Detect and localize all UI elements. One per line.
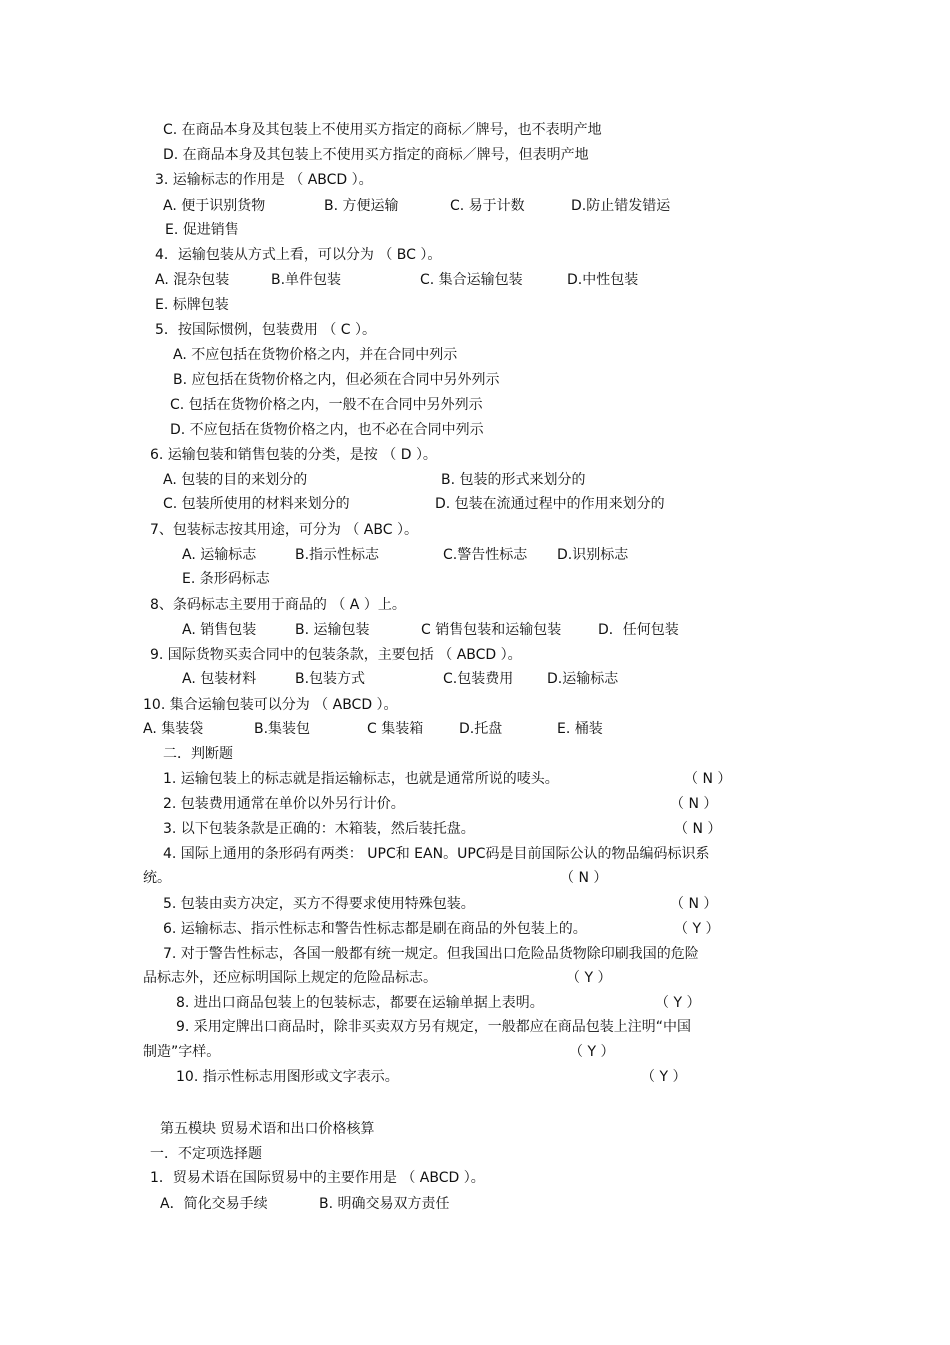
q9-option-a: A. 包装材料 — [182, 671, 257, 687]
q5-option-b: B. 应包括在货物价格之内，但必须在合同中另外列示 — [173, 372, 500, 388]
q10-option-b: B.集装包 — [254, 721, 311, 737]
judgement-3: 3. 以下包装条款是正确的：木箱装，然后装托盘。 — [163, 821, 475, 837]
question-7: 7、包装标志按其用途，可分为 （ ABC ）。 — [150, 522, 418, 538]
q7-option-c: C.警告性标志 — [443, 547, 528, 563]
judgement-4-answer: （ N ） — [560, 870, 608, 886]
judgement-9-cont: 制造”字样。 — [143, 1044, 221, 1060]
judgement-7-cont: 品标志外，还应标明国际上规定的危险品标志。 — [143, 970, 437, 986]
question-5: 5．按国际惯例，包装费用 （ C ）。 — [155, 322, 377, 338]
q8-option-b: B. 运输包装 — [295, 622, 370, 638]
question-10: 10. 集合运输包装可以分为 （ ABCD ）。 — [143, 697, 398, 713]
q8-option-c: C 销售包装和运输包装 — [421, 622, 562, 638]
q5-option-d: D. 不应包括在货物价格之内，也不必在合同中列示 — [170, 422, 484, 438]
question-3: 3. 运输标志的作用是 （ ABCD ）。 — [155, 172, 373, 188]
q7-option-a: A. 运输标志 — [182, 547, 257, 563]
question-6: 6. 运输包装和销售包装的分类，是按 （ D ）。 — [150, 447, 437, 463]
judgement-8: 8. 进出口商品包装上的包装标志，都要在运输单据上表明。 — [176, 995, 544, 1011]
judgement-2: 2. 包装费用通常在单价以外另行计价。 — [163, 796, 405, 812]
q10-option-e: E. 桶装 — [557, 721, 603, 737]
judgement-5: 5. 包装由卖方决定，买方不得要求使用特殊包装。 — [163, 896, 475, 912]
question-4: 4．运输包装从方式上看，可以分为 （ BC ）。 — [155, 247, 442, 263]
judgement-3-answer: （ N ） — [674, 821, 722, 837]
judgement-2-answer: （ N ） — [670, 796, 718, 812]
q6-option-d: D. 包装在流通过程中的作用来划分的 — [435, 496, 665, 512]
q4-option-d: D.中性包装 — [567, 272, 639, 288]
q7-option-b: B.指示性标志 — [295, 547, 380, 563]
q10-option-c: C 集装箱 — [367, 721, 424, 737]
judgement-6: 6. 运输标志、指示性标志和警告性标志都是刷在商品的外包装上的。 — [163, 921, 587, 937]
judgement-10-answer: （ Y ） — [641, 1069, 687, 1085]
q3-option-e: E. 促进销售 — [165, 222, 239, 238]
q5-option-a: A. 不应包括在货物价格之内，并在合同中列示 — [173, 347, 458, 363]
q6-option-c: C. 包装所使用的材料来划分的 — [163, 496, 350, 512]
judgement-1-answer: （ N ） — [684, 771, 732, 787]
judgement-4: 4. 国际上通用的条形码有两类： UPC和 EAN。UPC码是目前国际公认的物品编码标识系 — [163, 846, 710, 862]
judgement-8-answer: （ Y ） — [655, 995, 701, 1011]
q4-option-e: E. 标牌包装 — [155, 297, 229, 313]
judgement-9-answer: （ Y ） — [569, 1044, 615, 1060]
module5-question-1: 1．贸易术语在国际贸易中的主要作用是 （ ABCD ）。 — [150, 1170, 485, 1186]
section-heading-judgement: 二．判断题 — [163, 746, 233, 762]
q3-option-a: A. 便于识别货物 — [163, 198, 266, 214]
q6-option-a: A. 包装的目的来划分的 — [163, 472, 308, 488]
judgement-7: 7. 对于警告性标志，各国一般都有统一规定。但我国出口危险品货物除印刷我国的危险 — [163, 946, 699, 962]
q9-option-d: D.运输标志 — [547, 671, 619, 687]
option-d-line: D. 在商品本身及其包装上不使用买方指定的商标／牌号，但表明产地 — [163, 147, 589, 163]
q6-option-b: B. 包装的形式来划分的 — [441, 472, 586, 488]
question-9: 9. 国际货物买卖合同中的包装条款，主要包括 （ ABCD ）。 — [150, 647, 522, 663]
q9-option-b: B.包装方式 — [295, 671, 366, 687]
module5-q1-option-b: B. 明确交易双方责任 — [319, 1196, 450, 1212]
q8-option-a: A. 销售包装 — [182, 622, 257, 638]
module-heading: 第五模块 贸易术语和出口价格核算 — [160, 1121, 375, 1137]
q8-option-d: D．任何包装 — [598, 622, 679, 638]
q5-option-c: C. 包括在货物价格之内，一般不在合同中另外列示 — [170, 397, 483, 413]
judgement-5-answer: （ N ） — [670, 896, 718, 912]
q7-option-d: D.识别标志 — [557, 547, 629, 563]
q4-option-b: B.单件包装 — [271, 272, 342, 288]
q4-option-a: A. 混杂包装 — [155, 272, 230, 288]
q9-option-c: C.包装费用 — [443, 671, 514, 687]
option-c-line: C. 在商品本身及其包装上不使用买方指定的商标／牌号，也不表明产地 — [163, 122, 602, 138]
judgement-7-answer: （ Y ） — [566, 970, 612, 986]
judgement-10: 10. 指示性标志用图形或文字表示。 — [176, 1069, 399, 1085]
section-heading-multiple-choice: 一．不定项选择题 — [150, 1146, 262, 1162]
question-8: 8、条码标志主要用于商品的 （ A ）上。 — [150, 597, 406, 613]
q3-option-d: D.防止错发错运 — [571, 198, 671, 214]
judgement-9: 9. 采用定牌出口商品时，除非买卖双方另有规定，一般都应在商品包装上注明“中国 — [176, 1019, 692, 1035]
module5-q1-option-a: A．简化交易手续 — [160, 1196, 268, 1212]
q10-option-a: A. 集装袋 — [143, 721, 204, 737]
judgement-1: 1. 运输包装上的标志就是指运输标志，也就是通常所说的唛头。 — [163, 771, 559, 787]
q3-option-c: C. 易于计数 — [450, 198, 525, 214]
judgement-4-cont: 统。 — [143, 870, 171, 886]
q7-option-e: E. 条形码标志 — [182, 571, 270, 587]
q10-option-d: D.托盘 — [459, 721, 503, 737]
judgement-6-answer: （ Y ） — [674, 921, 720, 937]
q4-option-c: C. 集合运输包装 — [420, 272, 523, 288]
q3-option-b: B. 方便运输 — [324, 198, 399, 214]
